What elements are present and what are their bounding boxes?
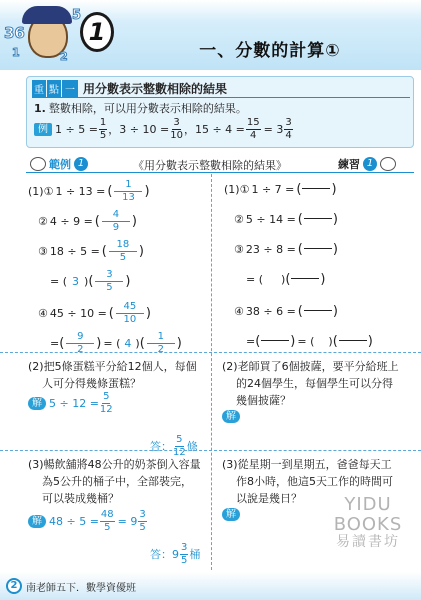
q-text: 把5條蛋糕平分給12個人，每個 xyxy=(43,360,197,373)
key-rule-num: 1. xyxy=(34,102,46,115)
watermark-text: BOOKS xyxy=(333,513,403,535)
chapter-number: 1 xyxy=(88,18,106,46)
answer-blank[interactable] xyxy=(302,180,330,198)
frac-den: 4 xyxy=(250,130,257,141)
q-text: 從星期一到星期五，爸爸每天工 xyxy=(237,458,392,471)
answer-unit: 桶 xyxy=(189,548,201,561)
answer-label: 答： xyxy=(150,440,172,453)
q-lead: (2) xyxy=(28,360,44,373)
answer-blank[interactable] xyxy=(291,270,319,288)
right-q1-c2: = ( ) ( ) xyxy=(246,271,326,287)
q-lead: (3) xyxy=(28,458,44,471)
answer-den: 2 xyxy=(77,344,84,355)
q-sub: ③ xyxy=(234,242,244,256)
expr: 4 ÷ 9 = xyxy=(49,215,93,228)
key-rule xyxy=(34,100,247,117)
example-number: 1 xyxy=(74,157,88,171)
q-sub: ② xyxy=(38,215,48,228)
q-sub: ④ xyxy=(38,307,48,320)
example-3: ，15 ÷ 4 = xyxy=(183,123,245,136)
key-point-label xyxy=(32,80,227,97)
watermark-text: 易讀書坊 xyxy=(336,533,400,550)
expr: 23 ÷ 8 = xyxy=(245,242,296,256)
left-section-tag xyxy=(30,156,88,172)
expr: = ( xyxy=(50,275,68,288)
practice-label: 練習 xyxy=(338,158,360,171)
expr: 5 ÷ 14 = xyxy=(245,212,296,226)
watermark xyxy=(320,495,416,550)
bubble-number: 36 xyxy=(4,24,25,42)
answer-blank[interactable] xyxy=(304,302,332,320)
section-center-title: 《用分數表示整數相除的結果》 xyxy=(133,159,287,172)
footer-text: 南老師五下．數學資優班 xyxy=(26,582,136,594)
key-point-underline xyxy=(32,97,410,98)
answer-den: 9 xyxy=(112,222,120,233)
left-q1-c: ③ 18 ÷ 5 = ( $\frac{18}{5}$ ) xyxy=(38,239,144,263)
row-divider xyxy=(0,352,421,353)
left-q1-b: ② 4 ÷ 9 = ( $\frac{4}{9}$ ) xyxy=(38,209,137,233)
expr: 1 ÷ 7 = xyxy=(251,182,295,196)
answer-num: 1 xyxy=(114,180,142,192)
left-q2 xyxy=(28,358,208,392)
frac-num: 3 xyxy=(173,117,180,128)
right-q1-a: (1)① 1 ÷ 7 = ( ) xyxy=(224,181,337,197)
practice-number: 1 xyxy=(363,157,377,171)
right-q1-d2: = ( ) = ( ) ( ) xyxy=(246,333,373,349)
solution-badge: 解 xyxy=(222,410,240,423)
key-label-num: 一 xyxy=(62,80,78,97)
answer-num: 18 xyxy=(109,240,137,252)
answer-unit: 條 xyxy=(186,440,198,453)
page-number: 2 xyxy=(6,578,22,594)
header-mascot-cap xyxy=(22,6,72,24)
left-q2-answer xyxy=(150,435,198,458)
answer-num: 3 xyxy=(95,270,123,282)
answer-blank[interactable] xyxy=(304,240,332,258)
answer-den: 5 xyxy=(119,252,127,263)
bubble-number: 5 xyxy=(72,8,82,23)
right-q2 xyxy=(222,358,414,409)
example-3-mixed: = 3 xyxy=(263,123,284,136)
right-q2-solution xyxy=(222,410,243,423)
key-label-a: 重 xyxy=(32,80,46,97)
q-text: 暢飲舖將48公升的奶茶倒入容量 xyxy=(43,458,201,471)
right-q1-d: ④ 38 ÷ 6 = ( ) xyxy=(234,303,338,319)
solution-badge: 解 xyxy=(222,508,240,521)
frac-den: 12 xyxy=(99,404,113,415)
q-text: 人可分得幾條蛋糕？ xyxy=(42,377,141,390)
q-sub: ④ xyxy=(234,304,244,318)
solution-expr: 5 ÷ 12 = xyxy=(49,397,99,410)
frac-num: 3 xyxy=(181,542,188,553)
right-q3-solution xyxy=(222,508,243,521)
q-lead: (3) xyxy=(222,458,238,471)
frac-den: 5 xyxy=(104,522,111,533)
q-sub: ② xyxy=(234,212,244,226)
answer-num: 45 xyxy=(116,302,144,314)
answer-den: 2 xyxy=(157,344,164,355)
q-lead: (2) xyxy=(222,360,238,373)
answer-whole: 4 xyxy=(124,337,132,350)
example-2: ，3 ÷ 10 = xyxy=(108,123,170,136)
key-label-b: 點 xyxy=(47,80,61,97)
right-section-tag xyxy=(338,156,396,172)
expr: 38 ÷ 6 = xyxy=(245,304,296,318)
frac-den: 5 xyxy=(99,130,107,141)
q-sub: ③ xyxy=(38,245,48,258)
page-title: 一、分數的計算① xyxy=(199,41,341,61)
right-q1-c: ③ 23 ÷ 8 = ( ) xyxy=(234,241,338,257)
frac-den: 10 xyxy=(170,130,183,141)
frac-num: 48 xyxy=(100,509,114,520)
q-lead: (1)① xyxy=(224,182,250,196)
frac-num: 15 xyxy=(246,117,260,128)
answer-num: 1 xyxy=(147,332,175,344)
left-q1-c2: = ( 3 ) ( $\frac{3}{5}$ ) xyxy=(50,269,131,293)
frac-den: 4 xyxy=(285,130,292,141)
teacher-icon xyxy=(30,157,46,171)
expr: = xyxy=(246,334,256,348)
frac-num: 5 xyxy=(176,434,183,445)
answer-num: 4 xyxy=(102,210,130,222)
frac-den: 12 xyxy=(173,447,186,458)
q-lead: (1)① xyxy=(28,185,54,198)
expr: = ( xyxy=(246,272,264,286)
chapter-badge xyxy=(80,12,114,52)
frac-num: 3 xyxy=(139,509,146,520)
frac-num: 1 xyxy=(99,117,107,128)
answer-blank[interactable] xyxy=(261,332,289,350)
answer-den: 5 xyxy=(106,282,113,293)
example-badge: 例 xyxy=(34,123,52,136)
frac-num: 5 xyxy=(103,391,110,402)
left-q3 xyxy=(28,456,210,507)
q-text: 作8小時，他這5天工作的時間可 xyxy=(236,475,393,488)
watermark-text: YIDU xyxy=(344,494,392,515)
left-q1-d2: = ( $\frac{9}{2}$ ) = ( 4 ) ( $\frac{1}{2}$ ) xyxy=(50,331,182,355)
solution-expr: 48 ÷ 5 = xyxy=(49,515,99,528)
expr: 18 ÷ 5 = xyxy=(49,245,100,258)
example-label: 範例 xyxy=(49,158,71,171)
footer xyxy=(6,578,136,594)
right-q1-b: ② 5 ÷ 14 = ( ) xyxy=(234,211,338,227)
q-text: 可以裝成幾桶？ xyxy=(42,492,119,505)
left-q1-d: ④ 45 ÷ 10 = ( $\frac{45}{10}$ ) xyxy=(38,301,151,325)
example-1: 1 ÷ 5 = xyxy=(55,123,98,136)
answer-blank[interactable] xyxy=(304,210,332,228)
answer-num: 9 xyxy=(66,332,94,344)
expr: 1 ÷ 13 = xyxy=(55,185,106,198)
left-q2-solution xyxy=(28,392,114,415)
frac-den: 5 xyxy=(181,555,188,566)
key-point-title: 用分數表示整數相除的結果 xyxy=(83,82,228,96)
left-q1-a: (1)① 1 ÷ 13 = ( $\frac{1}{13}$ ) xyxy=(28,179,150,203)
left-q3-answer xyxy=(150,543,200,566)
expr: = ( xyxy=(103,337,121,350)
q-text: 的24個學生，每個學生可以分得 xyxy=(236,377,393,390)
solution-badge: 解 xyxy=(28,515,46,528)
bubble-number: 1 xyxy=(12,46,20,59)
bubble-number: 2 xyxy=(60,50,68,63)
student-icon xyxy=(380,157,396,171)
solution-badge: 解 xyxy=(28,397,46,410)
answer-label: 答：9 xyxy=(150,548,179,561)
answer-den: 13 xyxy=(122,192,135,203)
q-text: 以說是幾日？ xyxy=(236,492,302,505)
frac-den: 5 xyxy=(139,522,146,533)
answer-whole: 3 xyxy=(72,275,80,288)
left-q3-solution xyxy=(28,510,148,533)
q-text: 老師買了6個披薩，要平分給班上 xyxy=(237,360,399,373)
expr: 45 ÷ 10 = xyxy=(49,307,107,320)
key-example xyxy=(34,118,294,141)
q-text: 幾個披薩？ xyxy=(236,394,291,407)
solution-mixed: = 9 xyxy=(117,515,138,528)
column-divider xyxy=(211,174,212,570)
row-divider xyxy=(0,450,421,451)
expr: = xyxy=(50,337,60,350)
frac-num: 3 xyxy=(285,117,292,128)
key-rule-text: 整數相除，可以用分數表示相除的結果。 xyxy=(48,102,247,115)
q-text: 為5公升的桶子中，全部裝完， xyxy=(42,475,192,488)
answer-den: 10 xyxy=(123,314,137,325)
answer-blank[interactable] xyxy=(339,332,367,350)
expr: = ( xyxy=(297,334,315,348)
